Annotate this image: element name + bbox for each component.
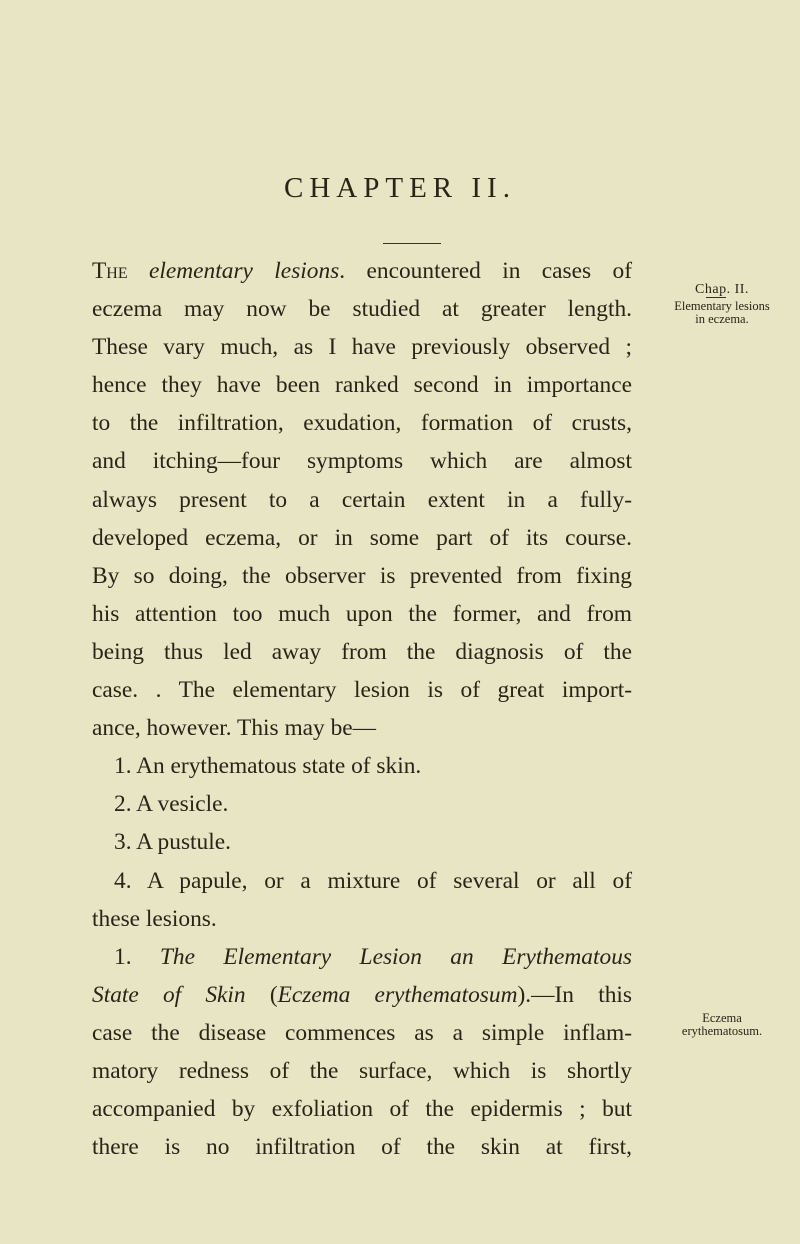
text-line: These vary much, as I have previously observed ; — [92, 334, 632, 361]
margin-note-line: in eczema. — [695, 312, 749, 326]
text-line — [92, 252, 632, 290]
margin-chapter-rule — [706, 297, 726, 298]
margin-note-line: erythematosum. — [681, 1024, 763, 1038]
title-rule — [383, 243, 441, 244]
section-heading-line — [92, 938, 632, 976]
paren: ( — [269, 981, 278, 1008]
list-item: 4. A papule, or a mixture of several or all of — [114, 867, 632, 894]
section-heading: The Elementary Lesion an Erythematous — [159, 943, 632, 970]
line-text: . encountered in cases of — [339, 258, 633, 284]
text-line: case the disease commences as a simple inflam- — [92, 1019, 632, 1046]
text-line: his attention too much upon the former, and from — [92, 600, 632, 627]
text-line: matory redness of the surface, which is shortly — [92, 1057, 632, 1084]
margin-note-line: Elementary lesions — [674, 299, 770, 313]
margin-note-eczema-erythematosum — [652, 1012, 792, 1038]
text-line: to the infiltration, exudation, formation of crusts, — [92, 410, 632, 437]
margin-note-elementary-lesions — [652, 300, 792, 326]
chapter-title: CHAPTER II. — [284, 172, 516, 204]
margin-chapter-label: Chap. II. — [695, 282, 749, 297]
section-number: 1. — [114, 943, 132, 970]
section-heading-line — [92, 976, 632, 1014]
text-line: always present to a certain extent in a fully- — [92, 486, 632, 513]
list-item: 3. A pustule. — [114, 829, 231, 856]
text-line: there is no infiltration of the skin at first, — [92, 1134, 632, 1161]
text-line: developed eczema, or in some part of its course. — [92, 524, 632, 551]
italic-term: elementary lesions — [149, 258, 340, 284]
text-line: accompanied by exfoliation of the epidermis ; but — [92, 1096, 632, 1123]
line-text: ).—In this — [517, 981, 632, 1008]
list-item: 2. A vesicle. — [114, 791, 229, 818]
text-line: these lesions. — [92, 905, 217, 932]
body-text — [92, 252, 632, 1166]
section-heading: State of Skin — [92, 981, 246, 1008]
text-line: By so doing, the observer is prevented from fixing — [92, 562, 632, 589]
lead-word: The — [92, 258, 128, 284]
text-line: case. . The elementary lesion is of great import- — [92, 677, 632, 704]
text-line: ance, however. This may be— — [92, 715, 377, 742]
text-line: and itching—four symptoms which are almost — [92, 448, 632, 475]
italic-term: Eczema erythematosum — [277, 981, 518, 1008]
text-line: eczema may now be studied at greater length. — [92, 296, 632, 323]
margin-note-line: Eczema — [702, 1011, 742, 1025]
text-line: being thus led away from the diagnosis of the — [92, 638, 632, 665]
text-line: hence they have been ranked second in importance — [92, 372, 632, 399]
list-item: 1. An erythematous state of skin. — [114, 753, 422, 780]
